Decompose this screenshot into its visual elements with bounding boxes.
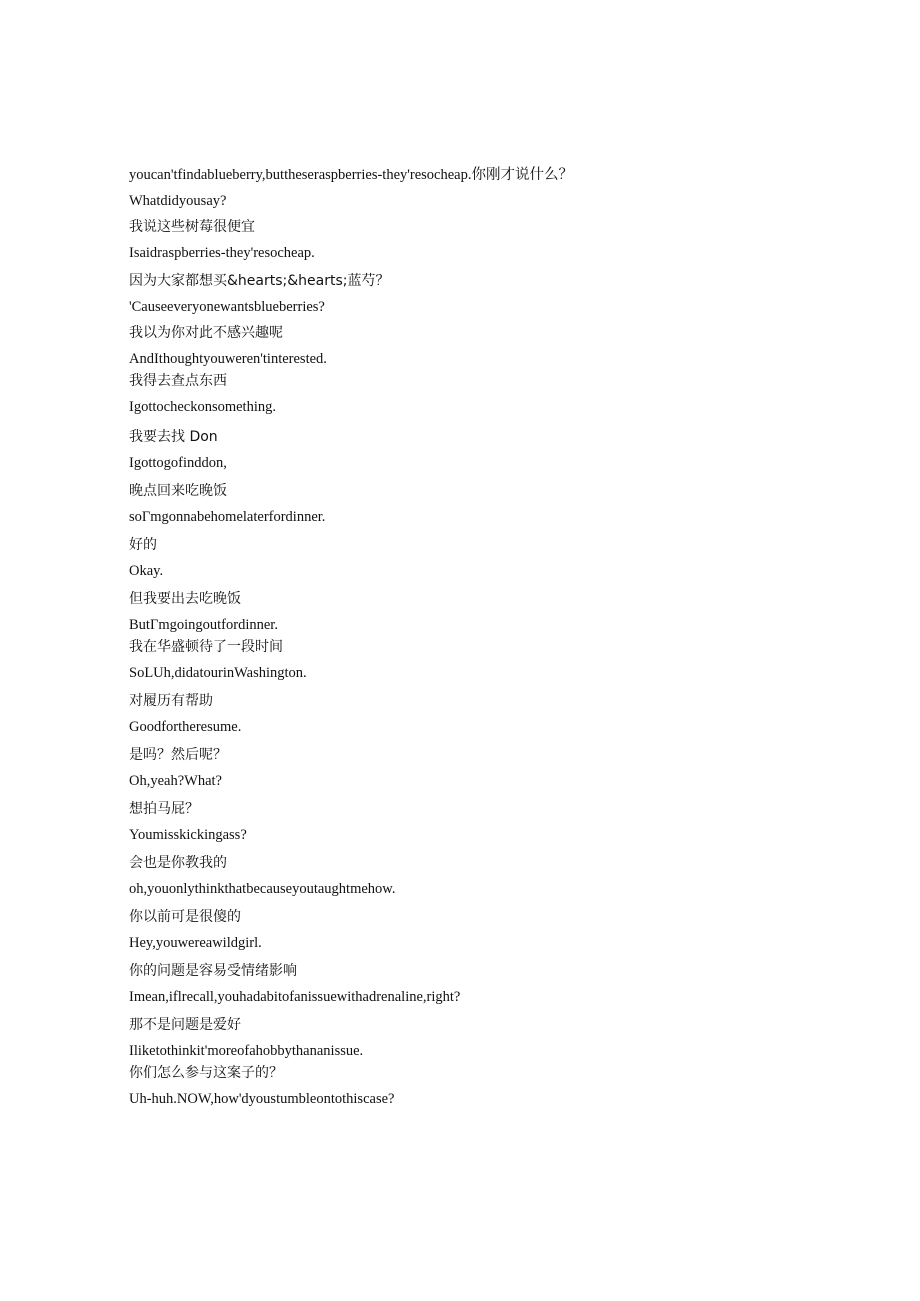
transcript-line: Uh-huh.NOW,how'dyoustumbleontothiscase? [129,1091,395,1107]
transcript-body [129,164,619,1110]
transcript-line: Whatdidyousay? [129,193,227,209]
transcript-line: AndIthoughtyouweren'tinterested. [129,351,327,367]
transcript-line: 对履历有帮助 [129,693,213,709]
transcript-line: Hey,youwereawildgirl. [129,935,262,951]
transcript-line: Goodfortheresume. [129,719,242,735]
transcript-line: Oh,yeah?What? [129,773,222,789]
transcript-line: 晚点回来吃晚饭 [129,483,227,499]
transcript-line: 我以为你对此不感兴趣呢 [129,325,283,341]
transcript-line: 我得去查点东西 [129,373,227,389]
transcript-line: 好的 [129,537,157,553]
transcript-line: 因为大家都想买&hearts;&hearts;蓝芍？ [129,273,390,289]
transcript-line: Imean,iflrecall,youhadabitofanissuewithadrenaline,right? [129,989,461,1005]
transcript-line: 我在华盛顿待了一段时间 [129,639,283,655]
transcript-line: oh,youonlythinkthatbecauseyoutaughtmehow. [129,881,396,897]
transcript-line: SoLUh,didatourinWashington. [129,665,307,681]
transcript-line: youcan'tfindablueberry,buttheseraspberries-they'resocheap.你刚才说什么？ [129,167,573,183]
transcript-line: Iliketothinkit'moreofahobbythananissue. [129,1043,364,1059]
transcript-line: 你以前可是很傻的 [129,909,241,925]
transcript-line: 是吗？然后呢？ [129,747,227,763]
transcript-line: 我说这些树莓很便宜 [129,219,255,235]
transcript-line: Youmisskickingass? [129,827,247,843]
transcript-line: 'Causeeveryonewantsblueberries? [129,299,325,315]
transcript-line: Igottocheckonsomething. [129,399,276,415]
transcript-line: 你的问题是容易受情绪影响 [129,963,297,979]
transcript-line: Isaidraspberries-they'resocheap. [129,245,315,261]
transcript-line: 你们怎么参与这案子的？ [129,1065,283,1081]
transcript-line: 我要去找 Don [129,429,218,445]
transcript-line: soΓmgonnabehomelaterfordinner. [129,509,326,525]
transcript-line: Okay. [129,563,164,579]
transcript-line: Igottogofinddon, [129,455,227,471]
transcript-line: 会也是你教我的 [129,855,227,871]
transcript-line: 想拍马屁？ [129,801,199,817]
transcript-line: ButΓmgoingoutfordinner. [129,617,278,633]
transcript-line: 但我要出去吃晚饭 [129,591,241,607]
transcript-line: 那不是问题是爱好 [129,1017,241,1033]
